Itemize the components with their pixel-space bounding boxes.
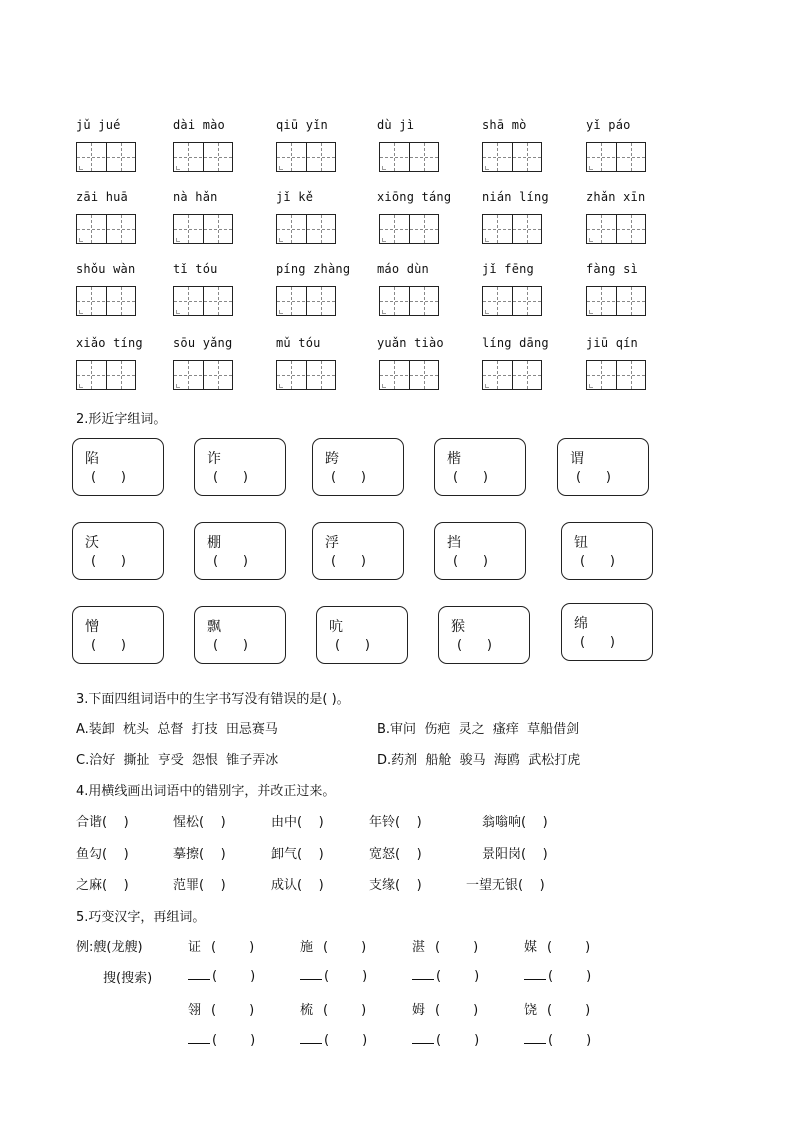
- answer-paren: ( ): [436, 969, 480, 984]
- blank-char: [300, 967, 367, 984]
- blank-char: [300, 1031, 367, 1048]
- answer-paren: ( ): [213, 470, 248, 485]
- answer-paren: ( ): [324, 1033, 368, 1048]
- blank-line[interactable]: [524, 1031, 546, 1044]
- pinyin-label: xiōng táng: [377, 190, 452, 204]
- answer-paren: ( ): [211, 1003, 255, 1018]
- example-1: 例:艘(龙艘): [76, 940, 143, 955]
- transform-char: [524, 999, 590, 1018]
- typo-word: 年铃( ): [369, 815, 422, 830]
- answer-paren: ( ): [331, 554, 366, 569]
- typo-word: 卸气( ): [271, 847, 324, 862]
- pinyin-label: máo dùn: [377, 262, 429, 276]
- tianzige-writing-box[interactable]: [276, 360, 336, 390]
- similar-char: 沃: [85, 535, 99, 551]
- transform-char: [300, 999, 366, 1018]
- similar-char: 吭: [329, 619, 343, 635]
- base-char: 姆: [412, 1003, 426, 1018]
- similar-char-box[interactable]: [434, 438, 526, 496]
- pinyin-label: shǒu wàn: [76, 262, 136, 276]
- similar-char: 绵: [574, 616, 588, 632]
- pinyin-label: píng zhàng: [276, 262, 351, 276]
- similar-char-box[interactable]: [557, 438, 649, 496]
- base-char: 翎: [188, 1003, 202, 1018]
- transform-char: [300, 936, 366, 955]
- tianzige-writing-box[interactable]: [76, 214, 136, 244]
- similar-char: 谓: [570, 451, 584, 467]
- answer-paren: ( ): [323, 940, 367, 955]
- similar-char: 楷: [447, 451, 461, 467]
- base-char: 证: [188, 940, 202, 955]
- tianzige-writing-box[interactable]: [173, 286, 233, 316]
- tianzige-writing-box[interactable]: [586, 286, 646, 316]
- tianzige-writing-box[interactable]: [586, 360, 646, 390]
- transform-char: [524, 936, 590, 955]
- transform-char: [188, 999, 254, 1018]
- typo-word: 翁嗡响( ): [482, 815, 548, 830]
- answer-paren: ( ): [91, 638, 126, 653]
- answer-paren: ( ): [436, 1033, 480, 1048]
- tianzige-writing-box[interactable]: [482, 214, 542, 244]
- answer-paren: ( ): [323, 1003, 367, 1018]
- tianzige-writing-box[interactable]: [586, 214, 646, 244]
- tianzige-writing-box[interactable]: [586, 142, 646, 172]
- answer-paren: ( ): [91, 554, 126, 569]
- pinyin-label: jiū qín: [586, 336, 638, 350]
- blank-char: [188, 967, 255, 984]
- tianzige-writing-box[interactable]: [276, 214, 336, 244]
- blank-line[interactable]: [300, 967, 322, 980]
- answer-paren: ( ): [331, 470, 366, 485]
- answer-paren: ( ): [548, 1033, 592, 1048]
- similar-char-box[interactable]: [194, 438, 286, 496]
- typo-word: 支缘( ): [369, 878, 422, 893]
- similar-char-box[interactable]: [72, 438, 164, 496]
- similar-char-box[interactable]: [72, 522, 164, 580]
- transform-char: [412, 936, 478, 955]
- pinyin-label: jǔ jué: [76, 118, 121, 132]
- example-2: 搜(搜索): [103, 971, 153, 986]
- tianzige-writing-box[interactable]: [76, 142, 136, 172]
- base-char: 梳: [300, 1003, 314, 1018]
- tianzige-writing-box[interactable]: [379, 142, 439, 172]
- similar-char-box[interactable]: [561, 603, 653, 661]
- typo-word: 合谐( ): [76, 815, 129, 830]
- answer-paren: ( ): [435, 940, 479, 955]
- answer-paren: ( ): [547, 940, 591, 955]
- tianzige-writing-box[interactable]: [482, 360, 542, 390]
- base-char: 媒: [524, 940, 538, 955]
- answer-paren: ( ): [576, 470, 611, 485]
- similar-char: 浮: [325, 535, 339, 551]
- similar-char-box[interactable]: [316, 606, 408, 664]
- answer-paren: ( ): [212, 969, 256, 984]
- blank-line[interactable]: [412, 1031, 434, 1044]
- tianzige-writing-box[interactable]: [482, 286, 542, 316]
- answer-paren: ( ): [548, 969, 592, 984]
- answer-paren: ( ): [212, 1033, 256, 1048]
- similar-char-box[interactable]: [438, 606, 530, 664]
- answer-paren: ( ): [453, 554, 488, 569]
- similar-char: 钮: [574, 535, 588, 551]
- typo-word: 一望无银( ): [466, 878, 545, 893]
- answer-paren: ( ): [324, 969, 368, 984]
- question-5-title: 5.巧变汉字，再组词。: [76, 910, 206, 925]
- typo-word: 鱼勾( ): [76, 847, 129, 862]
- answer-paren: ( ): [547, 1003, 591, 1018]
- tianzige-writing-box[interactable]: [173, 142, 233, 172]
- base-char: 施: [300, 940, 314, 955]
- similar-char: 憎: [85, 619, 99, 635]
- typo-word: 由中( ): [271, 815, 324, 830]
- blank-line[interactable]: [300, 1031, 322, 1044]
- blank-char: [524, 967, 591, 984]
- tianzige-writing-box[interactable]: [276, 286, 336, 316]
- tianzige-writing-box[interactable]: [76, 286, 136, 316]
- pinyin-label: jǐ fēng: [482, 262, 534, 276]
- similar-char-box[interactable]: [312, 522, 404, 580]
- question-2-title: 2.形近字组词。: [76, 412, 167, 427]
- blank-char: [412, 1031, 479, 1048]
- answer-paren: ( ): [580, 554, 615, 569]
- pinyin-label: fàng sì: [586, 262, 638, 276]
- tianzige-writing-box[interactable]: [379, 214, 439, 244]
- option-b: B.审问 伤疤 灵之 瘙痒 草船借剑: [377, 722, 580, 737]
- similar-char-box[interactable]: [72, 606, 164, 664]
- pinyin-label: xiǎo tíng: [76, 336, 143, 350]
- answer-paren: ( ): [91, 470, 126, 485]
- answer-paren: ( ): [435, 1003, 479, 1018]
- pinyin-label: qiū yǐn: [276, 118, 328, 132]
- pinyin-label: mǔ tóu: [276, 336, 321, 350]
- pinyin-label: nà hǎn: [173, 190, 218, 204]
- pinyin-label: tǐ tóu: [173, 262, 218, 276]
- pinyin-label: nián líng: [482, 190, 549, 204]
- answer-paren: ( ): [213, 638, 248, 653]
- similar-char: 挡: [447, 535, 461, 551]
- similar-char: 飘: [207, 619, 221, 635]
- option-d: D.药剂 船舱 骏马 海鸥 武松打虎: [377, 753, 581, 768]
- tianzige-writing-box[interactable]: [173, 360, 233, 390]
- tianzige-writing-box[interactable]: [276, 142, 336, 172]
- typo-word: 景阳岗( ): [482, 847, 548, 862]
- answer-paren: ( ): [213, 554, 248, 569]
- typo-word: 之麻( ): [76, 878, 129, 893]
- pinyin-label: dù jì: [377, 118, 415, 132]
- tianzige-writing-box[interactable]: [379, 286, 439, 316]
- transform-char: [188, 936, 254, 955]
- blank-line[interactable]: [188, 1031, 210, 1044]
- pinyin-label: yuǎn tiào: [377, 336, 444, 350]
- similar-char: 跨: [325, 451, 339, 467]
- tianzige-writing-box[interactable]: [482, 142, 542, 172]
- question-4-title: 4.用横线画出词语中的错别字，并改正过来。: [76, 784, 336, 799]
- base-char: 湛: [412, 940, 426, 955]
- similar-char: 诈: [207, 451, 221, 467]
- tianzige-writing-box[interactable]: [76, 360, 136, 390]
- tianzige-writing-box[interactable]: [173, 214, 233, 244]
- blank-line[interactable]: [188, 967, 210, 980]
- pinyin-label: yǐ páo: [586, 118, 631, 132]
- typo-word: 范罪( ): [173, 878, 226, 893]
- similar-char: 猴: [451, 619, 465, 635]
- transform-char: [412, 999, 478, 1018]
- option-c: C.洽好 撕扯 亨受 怨恨 锥子弄冰: [76, 753, 279, 768]
- typo-word: 成认( ): [271, 878, 324, 893]
- similar-char: 棚: [207, 535, 221, 551]
- pinyin-label: jǐ kě: [276, 190, 314, 204]
- pinyin-label: zāi huā: [76, 190, 128, 204]
- answer-paren: ( ): [453, 470, 488, 485]
- similar-char-box[interactable]: [561, 522, 653, 580]
- blank-line[interactable]: [524, 967, 546, 980]
- similar-char-box[interactable]: [434, 522, 526, 580]
- typo-word: 宽怒( ): [369, 847, 422, 862]
- tianzige-writing-box[interactable]: [379, 360, 439, 390]
- blank-line[interactable]: [412, 967, 434, 980]
- pinyin-label: dài mào: [173, 118, 225, 132]
- pinyin-label: shā mò: [482, 118, 527, 132]
- blank-char: [412, 967, 479, 984]
- pinyin-label: líng dāng: [482, 336, 549, 350]
- similar-char: 陷: [85, 451, 99, 467]
- similar-char-box[interactable]: [312, 438, 404, 496]
- answer-paren: ( ): [335, 638, 370, 653]
- option-a: A.装卸 枕头 总督 打技 田忌赛马: [76, 722, 278, 737]
- pinyin-label: zhǎn xīn: [586, 190, 646, 204]
- question-3-title: 3.下面四组词语中的生字书写没有错误的是( )。: [76, 692, 350, 707]
- similar-char-box[interactable]: [194, 606, 286, 664]
- similar-char-box[interactable]: [194, 522, 286, 580]
- blank-char: [188, 1031, 255, 1048]
- answer-paren: ( ): [457, 638, 492, 653]
- answer-paren: ( ): [211, 940, 255, 955]
- base-char: 饶: [524, 1003, 538, 1018]
- answer-paren: ( ): [580, 635, 615, 650]
- typo-word: 惺松( ): [173, 815, 226, 830]
- blank-char: [524, 1031, 591, 1048]
- typo-word: 摹擦( ): [173, 847, 226, 862]
- pinyin-label: sōu yǎng: [173, 336, 233, 350]
